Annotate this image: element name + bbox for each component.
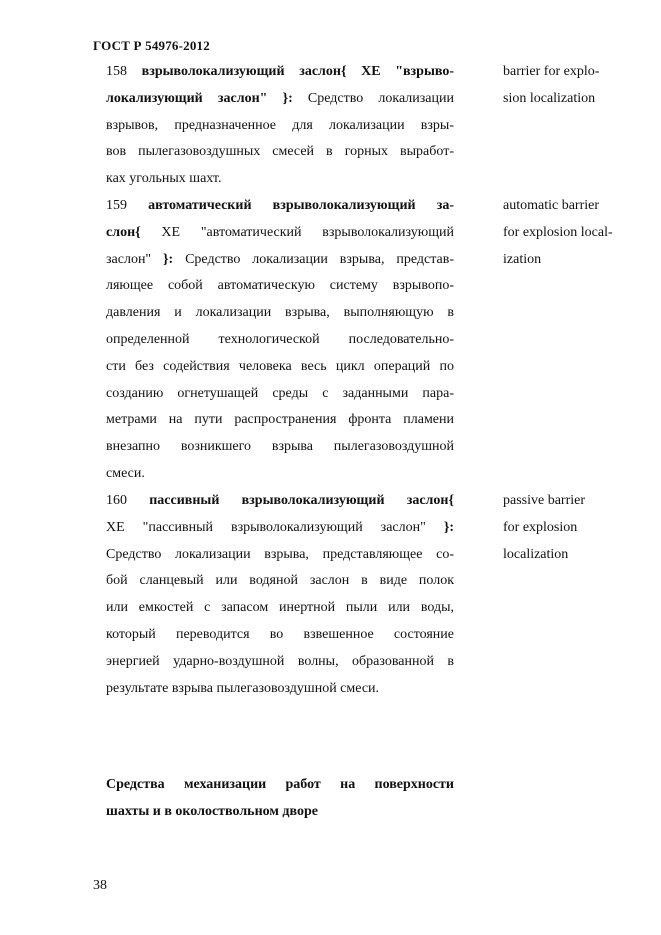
entry-159-line-10: внезапно возникшего взрыва пылегазовоздушной <box>106 439 454 455</box>
entry-159-line-2: слон{ ХЕ "автоматический взрыволокализующий <box>106 224 454 240</box>
entry-160-line-5: или емкостей с запасом инертной пыли или воды, <box>106 600 454 616</box>
entry-160-text <box>106 488 454 702</box>
entry-160-line-7: энергией ударно-воздушной волны, образованной в <box>106 653 454 669</box>
entry-159-line-3: заслон" }: Средство локализации взрыва, представ- <box>106 251 454 267</box>
entry-159-line-11: смеси. <box>106 465 145 481</box>
page-number: 38 <box>93 878 107 893</box>
entry-158-line-1: 158 взрыволокализующий заслон{ ХЕ "взрыво- <box>106 64 454 79</box>
entry-158-line-3: взрывов, предназначенное для локализации взры- <box>106 117 454 133</box>
entry-159-line-8: созданию огнетушащей среды с заданными пара- <box>106 385 454 401</box>
entry-158-en-line-1: barrier for explo- <box>503 64 600 79</box>
entry-158-line-5: ках угольных шахт. <box>106 171 222 187</box>
entry-159-en-line-1: automatic barrier <box>503 198 600 213</box>
entry-159-line-6: определенной технологической последовательно- <box>106 331 454 347</box>
entry-160-en-line-3: localization <box>503 546 569 562</box>
entry-158-line-4: вов пылегазовоздушных смесей в горных выработ- <box>106 144 454 160</box>
entry-160-english <box>503 488 633 568</box>
entry-160-line-8: результате взрыва пылегазовоздушной смеси. <box>106 680 380 696</box>
entry-160-en-line-2: for explosion <box>503 519 578 535</box>
entry-158-en-line-2: sion localization <box>503 90 596 106</box>
document-header: ГОСТ Р 54976-2012 <box>93 38 210 53</box>
entry-160-line-2: ХЕ "пассивный взрыволокализующий заслон" }: <box>106 519 454 535</box>
entry-159-line-5: давления и локализации взрыва, выполняющую в <box>106 305 454 321</box>
entry-159-en-line-3: ization <box>503 251 542 267</box>
entry-159-english <box>503 193 633 273</box>
section-title-line-2: шахты и в околоствольном дворе <box>106 803 318 819</box>
entry-160-line-1: 160 пассивный взрыволокализующий заслон{ <box>106 493 454 508</box>
entry-159-line-9: метрами на пути распространения фронта пламени <box>106 412 454 428</box>
section-title-line-1: Средства механизации работ на поверхности <box>106 777 454 792</box>
entry-160-line-4: бой сланцевый или водяной заслон в виде полок <box>106 573 454 589</box>
entry-159-line-1: 159 автоматический взрыволокализующий за- <box>106 198 455 213</box>
entry-158-text <box>106 59 454 193</box>
entry-158-line-2: локализующий заслон" }: Средство локализации <box>106 90 454 106</box>
entry-159-text <box>106 193 454 488</box>
entry-160-line-6: который переводится во взвешенное состояние <box>106 626 454 642</box>
entry-159-line-7: сти без содействия человека весь цикл операций по <box>106 358 454 374</box>
entry-159-line-4: ляющее собой автоматическую систему взрывопо- <box>106 278 454 294</box>
entry-159-en-line-2: for explosion local- <box>503 224 613 240</box>
entry-160-line-3: Средство локализации взрыва, представляющее со- <box>106 546 454 562</box>
section-title <box>106 772 454 826</box>
entry-158-english <box>503 59 633 113</box>
entry-160-en-line-1: passive barrier <box>503 493 586 508</box>
